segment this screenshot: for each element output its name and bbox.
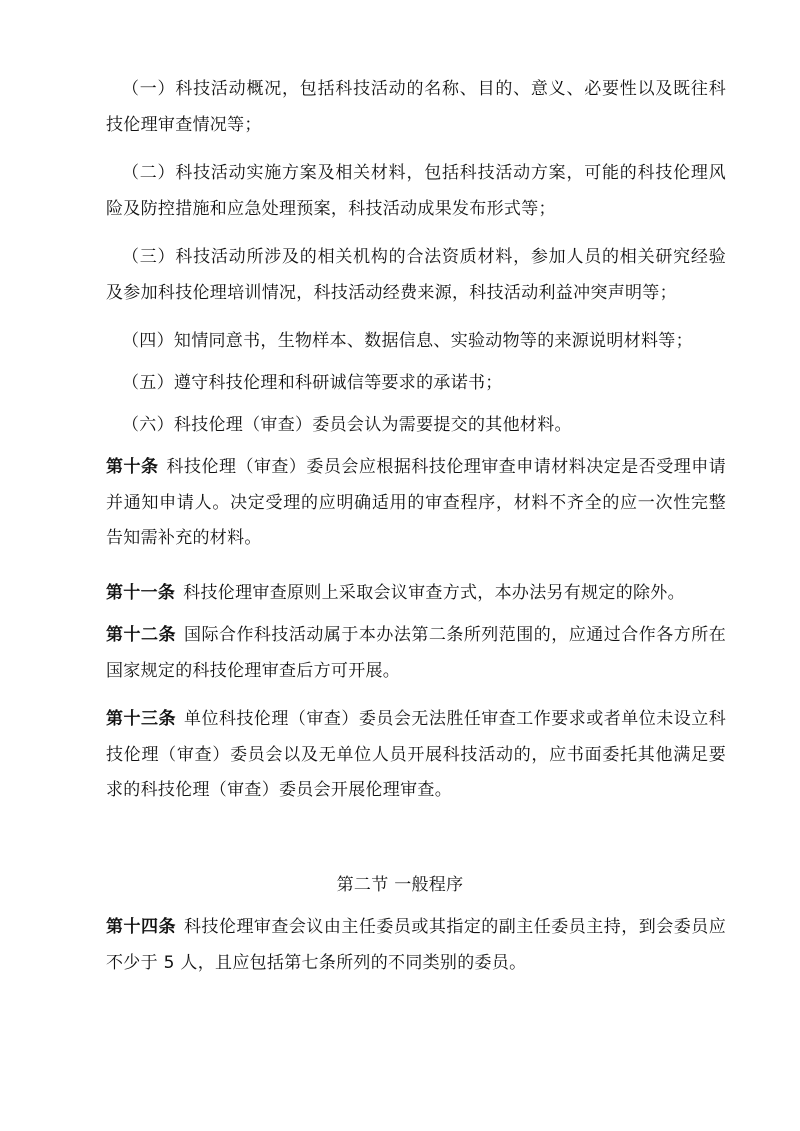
article-13-text: 单位科技伦理（审查）委员会无法胜任审查工作要求或者单位未设立科技伦理（审查）委员会以及无单位人员开展科技活动的，应书面委托其他满足要求的科技伦理（审查）委员会开展伦理审查。 [106, 709, 726, 800]
article-12-text: 国际合作科技活动属于本办法第二条所列范围的，应通过合作各方所在国家规定的科技伦理审查后方可开展。 [106, 625, 726, 681]
list-item-2 [106, 156, 726, 227]
list-item-6 [106, 408, 726, 444]
list-item-4 [106, 324, 726, 360]
article-12-heading: 第十二条 [106, 625, 176, 645]
article-11-heading: 第十一条 [106, 583, 176, 603]
list-item-3-text: （三）科技活动所涉及的相关机构的合法资质材料，参加人员的相关研究经验及参加科技伦理培训情况，科技活动经费来源，科技活动利益冲突声明等； [106, 247, 726, 303]
article-11-text: 科技伦理审查原则上采取会议审查方式，本办法另有规定的除外。 [183, 583, 685, 603]
article-12 [106, 618, 726, 689]
article-14-text: 科技伦理审查会议由主任委员或其指定的副主任委员主持，到会委员应不少于 5 人，且应包括第七条所列的不同类别的委员。 [106, 917, 726, 973]
article-11 [106, 576, 726, 612]
article-13-heading: 第十三条 [106, 709, 176, 729]
list-item-1-text: （一）科技活动概况，包括科技活动的名称、目的、意义、必要性以及既往科技伦理审查情况等； [106, 79, 726, 135]
list-item-5 [106, 366, 726, 402]
article-13 [106, 702, 726, 809]
list-item-3 [106, 240, 726, 311]
article-10 [106, 450, 726, 557]
section-title: 第二节 一般程序 [336, 875, 464, 895]
list-item-4-text: （四）知情同意书，生物样本、数据信息、实验动物等的来源说明材料等； [122, 331, 693, 351]
article-10-text: 科技伦理（审查）委员会应根据科技伦理审查申请材料决定是否受理申请并通知申请人。决定受理的应明确适用的审查程序，材料不齐全的应一次性完整告知需补充的材料。 [106, 457, 726, 548]
article-14 [106, 910, 726, 981]
article-10-heading: 第十条 [106, 457, 159, 477]
list-item-6-text: （六）科技伦理（审查）委员会认为需要提交的其他材料。 [122, 415, 572, 435]
list-item-2-text: （二）科技活动实施方案及相关材料，包括科技活动方案，可能的科技伦理风险及防控措施和应急处理预案，科技活动成果发布形式等； [106, 163, 726, 219]
list-item-5-text: （五）遵守科技伦理和科研诚信等要求的承诺书； [122, 373, 503, 393]
list-item-1 [106, 72, 726, 143]
article-14-heading: 第十四条 [106, 917, 176, 937]
